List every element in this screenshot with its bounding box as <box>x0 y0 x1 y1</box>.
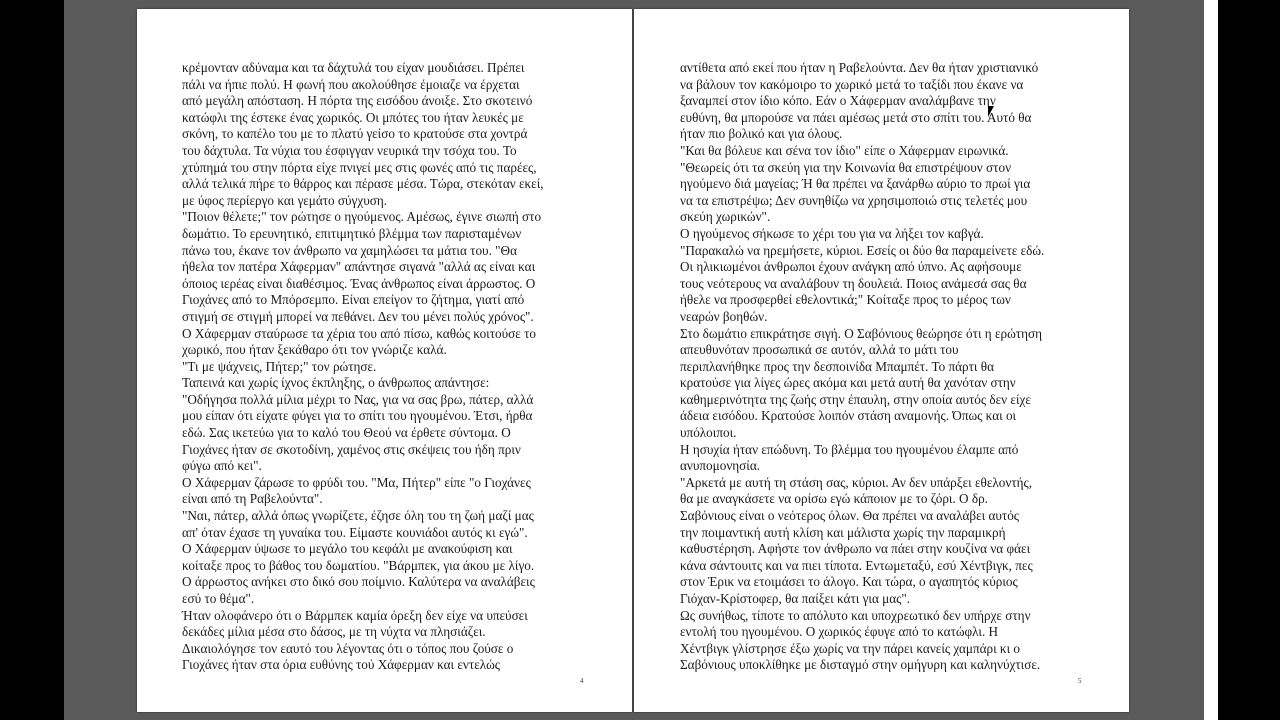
page-text: κρέμονταν αδύναμα και τα δάχτυλά του είχαν μουδιάσει. Πρέπει πάλι να ήπιε πολύ. Η φωνή που ακολούθησε έμοιαζε να έρχεται από μεγάλη απόσταση. Η πόρτα της εισόδου άνοιξε. Στο σκοτεινό κατώφλι της έστεκε ένας χωρικός. Οι μπότες του ήταν λευκές με σκόνη, το καπέλο του με το πλατύ γείσο το κρατούσε στα χοντρά του δάχτυλα. Τα νύχια του έσφιγγαν νευρικά την τσόχα του. Το χτύπημά του στην πόρτα είχε πνιγεί μες στις φωνές από τις παρέες, αλλά τελικά πήρε το θάρρος και πέρασε μέσα. Τώρα, στεκόταν εκεί, με ύφος περίεργο και γεμάτο σύγχυση. "Ποιον θέλετε;" τον ρώτησε ο ηγούμενος. Αμέσως, έγινε σιωπή στο δωμάτιο. Το ερευνητικό, επιτιμητικό βλέμμα των παρισταμένων πάνω του, έκανε τον άνθρωπο να χαμηλώσει τα μάτια του. "Θα ήθελα τον πατέρα Χάφερμαν" απάντησε σιγανά "αλλά ας είναι και όποιος ιερέας είναι διαθέσιμος. Ένας άνθρωπος είναι άρρωστος. Ο Γιοχάνες από το Μπόρσεμπο. Είναι επείγον το ζήτημα, γιατί από στιγμή σε στιγμή μπορεί να πεθάνει. Δεν του μένει πολύς χρόνος". Ο Χάφερμαν σταύρωσε τα χέρια του από πίσω, καθώς κοιτούσε το χωρικό, που ήταν ξεκάθαρο ότι τον γνώριζε καλά. "Τι με ψάχνεις, Πήτερ;" τον ρώτησε. Ταπεινά και χωρίς ίχνος έκπληξης, ο άνθρωπος απάντησε: "Οδήγησα πολλά μίλια μέχρι το Νας, για να σας βρω, πάτερ, αλλά μου είπαν ότι είχατε φύγει για το σπίτι του ηγουμένου. Έτσι, ήρθα εδώ. Σας ικετεύω για το καλό του Θεού να έρθετε σύντομα. Ο Γιοχάνες ήταν σε σκοτοδίνη, χαμένος στις σκέψεις του ήδη πριν φύγω από κει". Ο Χάφερμαν ζάρωσε το φρύδι του. "Μα, Πήτερ" είπε "ο Γιοχάνες είναι από τη Ραβελούντα". "Ναι, πάτερ, αλλά όπως γνωρίζετε, έζησε όλη του τη ζωή μαζί μας απ' όταν έχασε τη γυναίκα του. Είμαστε κουνιάδοι αυτός κι εγώ". Ο Χάφερμαν ύψωσε το μεγάλο του κεφάλι με ανακούφιση και κοίταξε προς το βάθος του δωματίου. "Βάρμπεκ, για άκου με λίγο. Ο άρρωστος ανήκει στο δικό σου ποίμνιο. Καλύτερα να αναλάβεις εσύ το θέμα". Ήταν ολοφάνερο ότι ο Βάρμπεκ καμία όρεξη δεν είχε να υπεύσει δεκάδες μίλια μέσα στο δάσος, με τη νύχτα να πλησιάζει. Δικαιολόγησε τον εαυτό του λέγοντας ότι ο τόπος που ζούσε ο Γιοχάνες ήταν στα όρια ευθύνης τού Χάφερμαν και εντελώς <box>182 60 544 673</box>
page-number: 5 <box>1078 677 1082 685</box>
page-number: 4 <box>580 677 584 685</box>
mouse-cursor-icon <box>988 106 999 117</box>
page-text: αντίθετα από εκεί που ήταν η Ραβελούντα. Δεν θα ήταν χριστιανικό να βάλουν τον κακόμοιρο το χωρικό μετά το ταξίδι που έκανε να ξαναμπεί στον ίδιο κόπο. Εάν ο Χάφερμαν αναλάμβανε την ευθύνη, θα μπορούσε να πάει αμέσως μετά στο σπίτι του. Αυτό θα ήταν πιο βολικό και για όλους. "Και θα βόλευε και σένα τον ίδιο" είπε ο Χάφερμαν ειρωνικά. "Θεωρείς ότι τα σκεύη για την Κοινωνία θα επιστρέψουν στον ηγούμενο διά μαγείας; Ή θα πρέπει να ξανάρθω αύριο το πρωί για να τα επιστρέψω; Δεν συνηθίζω να χρησιμοποιώ στις τελετές μου σκεύη χωρικών". Ο ηγούμενος σήκωσε το χέρι του για να λήξει τον καβγά. "Παρακαλώ να ηρεμήσετε, κύριοι. Εσείς οι δύο θα παραμείνετε εδώ. Οι ηλικιωμένοι άνθρωποι έχουν ανάγκη από ύπνο. Ας αφήσουμε τους νεότερους να αναλάβουν τη δουλειά. Ποιος ανάμεσά σας θα ήθελε να προσφερθεί εθελοντικά;" Κοίταξε προς το μέρος των νεαρών βοηθών. Στο δωμάτιο επικράτησε σιγή. Ο Σαβόνιους θεώρησε ότι η ερώτηση απευθυνόταν προσωπικά σε αυτόν, αλλά το μάτι του περιπλανήθηκε προς την δεσποινίδα Μπαμπέτ. Το πάρτι θα κρατούσε για λίγες ώρες ακόμα και μετά αυτή θα χανόταν στην καθημερινότητα της ζωής στην έπαυλη, στην οποία αυτός δεν είχε άδεια εισόδου. Κρατούσε λοιπόν στάση αναμονής. Όπως και οι υπόλοιποι. Η ησυχία ήταν επώδυνη. Το βλέμμα του ηγουμένου έλαμπε από ανυπομονησία. "Αρκετά με αυτή τη στάση σας, κύριοι. Αν δεν υπάρξει εθελοντής, θα με αναγκάσετε να ορίσω εγώ κάποιον με το ζόρι. Ο δρ. Σαβόνιους είναι ο νεότερος όλων. Θα πρέπει να αναλάβει αυτός την ποιμαντική αυτή κλίση και μάλιστα χωρίς την παραμικρή καθυστέρηση. Αφήστε τον άνθρωπο να πάει στην κουζίνα να φάει κάνα σάντουιτς και να πιει τίποτα. Εντωμεταξύ, εσύ Χέντβιγκ, πες στον Έρικ να ετοιμάσει το άλογο. Και τώρα, ο αγαπητός κύριος Γιόχαν-Κρίστοφερ, θα παίξει κάτι για μας". Ως συνήθως, τίποτε το απόλυτο και υποχρεωτικό δεν υπήρχε στην εντολή του ηγουμένου. Ο χωρικός έφυγε από το κατώφλι. Η Χέντβιγκ γλίστρησε έξω χωρίς να την πάρει κανείς χαμπάρι κι ο Σαβόνιους υποκλίθηκε με δισταγμό στην ομήγυρη και καληνύχτισε. <box>680 60 1045 673</box>
page-5 <box>634 9 1129 712</box>
page-4 <box>137 9 632 712</box>
scrollbar-track[interactable] <box>1204 0 1218 720</box>
